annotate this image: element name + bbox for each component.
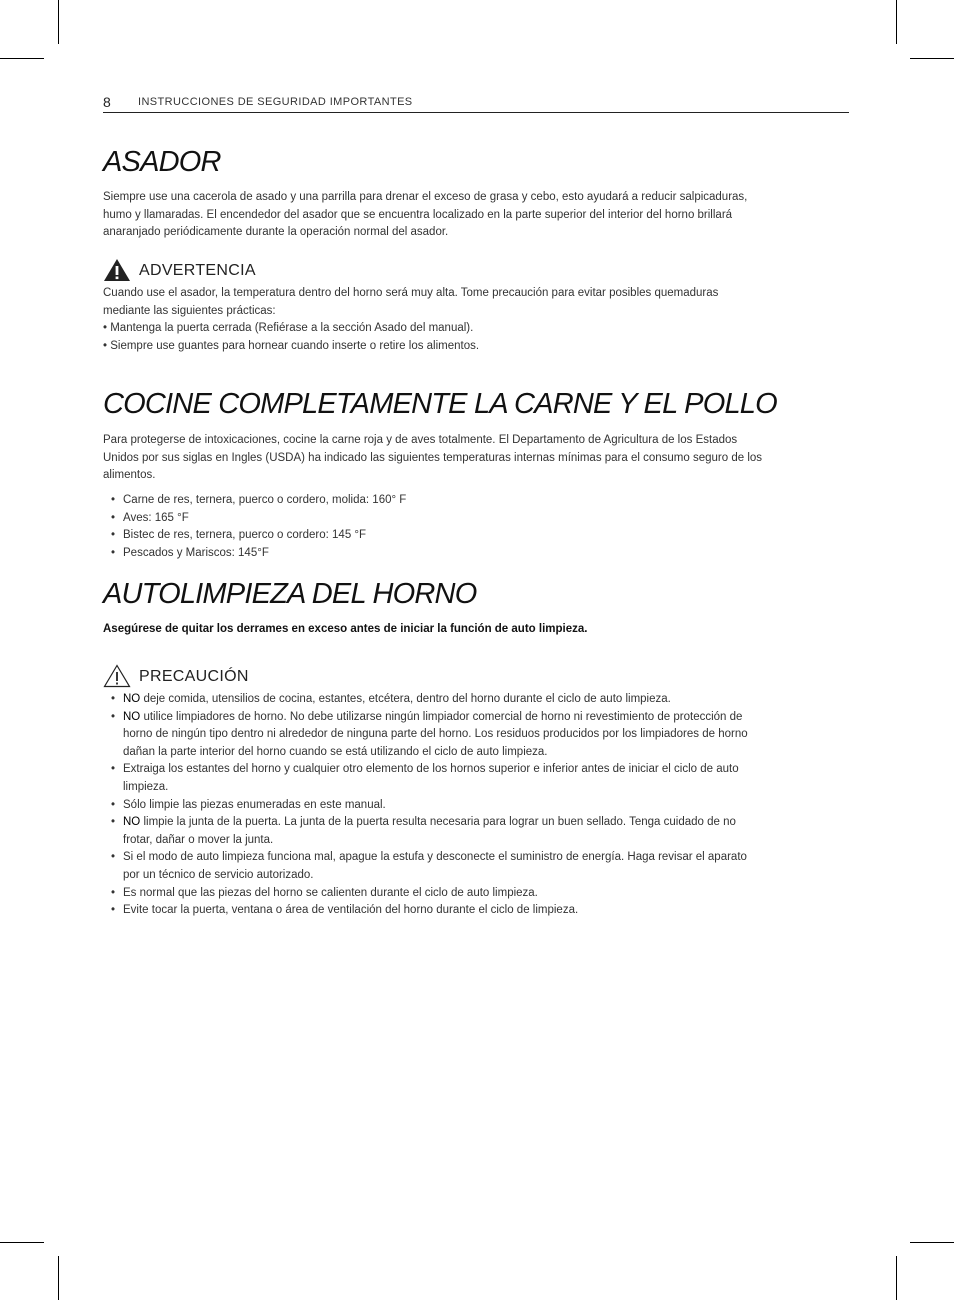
text-line: • Extraiga los estantes del horno y cualquier otro elemento de los hornos superior e inferior antes de iniciar el ciclo de auto	[123, 763, 739, 776]
text-line: Unidos por sus siglas en Ingles (USDA) ha indicado las siguientes temperaturas internas mínimas para el consumo seguro de los	[103, 451, 763, 464]
warning-icon	[103, 258, 131, 282]
text-line: • Si el modo de auto limpieza funciona mal, apague la estufa y desconecte el suministro de energía. Haga revisar el aparato	[123, 851, 747, 864]
text-fragment: limpie la junta de la puerta. La junta de la puerta resulta necesaria para lograr un buen sellado. Tenga cuidado de no	[143, 816, 736, 829]
crop-mark	[896, 1256, 897, 1300]
text-line: • Mantenga la puerta cerrada (Refiérase a la sección Asado del manual).	[103, 322, 474, 335]
text-fragment: utilice limpiadores de horno. No debe utilizarse ningún limpiador comercial de horno ni revestimiento de protección de	[143, 710, 743, 723]
running-title: INSTRUCCIONES DE SEGURIDAD IMPORTANTES	[138, 96, 413, 108]
cocine-paragraph	[103, 432, 849, 485]
text-line: por un técnico de servicio autorizado.	[123, 868, 314, 881]
text-line: Asegúrese de quitar los derrames en exceso antes de iniciar la función de auto limpieza.	[103, 623, 588, 635]
autolimpieza-intro	[103, 621, 849, 639]
section-title-cocine: COCINE COMPLETAMENTE LA CARNE Y EL POLLO	[103, 388, 777, 420]
text-line: • Pescados y Mariscos: 145°F	[123, 546, 269, 559]
list-item	[111, 814, 849, 849]
no-emphasis: NO	[123, 816, 141, 829]
crop-mark	[58, 1256, 59, 1300]
list-item	[111, 761, 849, 796]
section-title-autolimpieza: AUTOLIMPIEZA DEL HORNO	[103, 578, 477, 610]
text-line: horno de ningún tipo dentro ni alrededor de ninguna parte del horno. Los residuos producidos por los limpiadores de horno	[123, 728, 748, 741]
text-line: • Aves: 165 °F	[123, 511, 189, 524]
caution-label: PRECAUCIÓN	[139, 668, 249, 685]
crop-mark	[910, 58, 954, 59]
list-item	[111, 691, 849, 709]
asador-paragraph	[103, 189, 849, 242]
list-item	[111, 527, 849, 545]
text-line: Siempre use una cacerola de asado y una parrilla para drenar el exceso de grasa y cebo, esto ayudará a reducir salpicaduras,	[103, 191, 748, 203]
crop-mark	[0, 58, 44, 59]
list-item	[111, 885, 849, 903]
text-line: • Bistec de res, ternera, puerco o cordero: 145 °F	[123, 529, 367, 542]
list-item	[111, 902, 849, 920]
caution-icon	[103, 664, 131, 688]
crop-mark	[0, 1242, 44, 1243]
text-line: anaranjado periódicamente durante la operación normal del asador.	[103, 226, 449, 239]
section-title-asador: ASADOR	[103, 146, 221, 178]
list-item	[111, 797, 849, 815]
list-item	[111, 510, 849, 528]
caution-list	[111, 691, 849, 920]
text-line: alimentos.	[103, 469, 156, 482]
temperature-list	[111, 492, 849, 562]
text-line: • Evite tocar la puerta, ventana o área de ventilación del horno durante el ciclo de limpieza.	[123, 904, 579, 917]
text-line: • Siempre use guantes para hornear cuando inserte o retire los alimentos.	[103, 339, 480, 352]
text-line: humo y llamaradas. El encendedor del asador que se encuentra localizado en la parte superior del interior del horno brillará	[103, 208, 733, 221]
warning-text	[103, 285, 849, 355]
crop-mark	[896, 0, 897, 44]
crop-mark	[910, 1242, 954, 1243]
list-item	[111, 545, 849, 563]
list-item	[111, 492, 849, 510]
text-line: • Es normal que las piezas del horno se calienten durante el ciclo de auto limpieza.	[123, 886, 538, 899]
no-emphasis: NO	[123, 710, 141, 723]
page-number: 8	[103, 94, 111, 110]
text-line: • Carne de res, ternera, puerco o cordero, molida: 160° F	[123, 494, 407, 506]
warning-label: ADVERTENCIA	[139, 262, 256, 279]
text-line: mediante las siguientes prácticas:	[103, 304, 276, 317]
list-item	[111, 849, 849, 884]
text-line	[123, 691, 849, 709]
list-item	[111, 709, 849, 762]
text-line: limpieza.	[123, 780, 169, 793]
text-line: dañan la parte interior del horno cuando se está utilizando el ciclo de auto limpieza.	[123, 745, 548, 758]
page-header	[103, 92, 849, 113]
text-line: Cuando use el asador, la temperatura dentro del horno será muy alta. Tome precaución para evitar posibles quemaduras	[103, 287, 719, 299]
text-line	[123, 814, 849, 832]
text-line: • Sólo limpie las piezas enumeradas en este manual.	[123, 798, 386, 811]
text-line: Para protegerse de intoxicaciones, cocine la carne roja y de aves totalmente. El Departamento de Agricultura de los Estados	[103, 434, 738, 446]
text-line	[123, 709, 849, 727]
no-emphasis: NO	[123, 693, 141, 705]
text-fragment: deje comida, utensilios de cocina, estantes, etcétera, dentro del horno durante el ciclo de auto limpieza.	[143, 693, 671, 705]
text-line: frotar, dañar o mover la junta.	[123, 833, 274, 846]
crop-mark	[58, 0, 59, 44]
